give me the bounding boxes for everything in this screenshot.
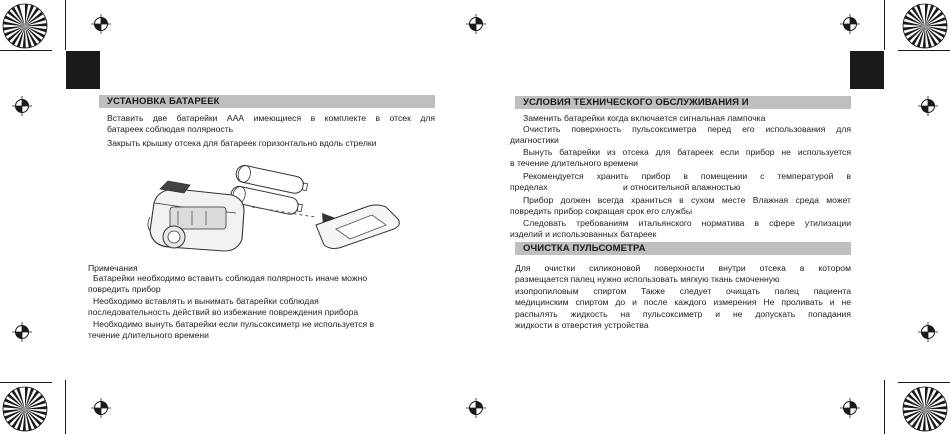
maintenance-item: в течение длительного времени (510, 158, 638, 168)
battery-instruction-line: Вставить две батарейки ААА имеющиеся в комплекте в отсек для (107, 113, 435, 123)
registration-star-icon (2, 3, 48, 49)
crop-line (898, 50, 950, 51)
note-line: Необходимо вынуть батарейки если пульсоксиметр не используется в (93, 319, 375, 329)
battery-section-header: УСТАНОВКА БАТАРЕЕК (99, 95, 435, 108)
note-line: повредить прибор (88, 284, 161, 294)
note-line: Необходимо вставлять и вынимать батарейки соблюдая (93, 296, 319, 306)
cleaning-text-line: изопропиловым спиртом Также следует очищать палец пациента (515, 286, 851, 296)
registration-star-icon (2, 386, 48, 432)
registration-mark-icon (466, 14, 486, 34)
cleaning-text-line: Для очистки силиконовой поверхности внутри отсека в котором (515, 263, 851, 273)
registration-mark-icon (91, 398, 111, 418)
registration-mark-icon (918, 96, 938, 116)
page-tab-marker (66, 51, 100, 89)
registration-star-icon (902, 386, 948, 432)
notes-title: Примечания (88, 263, 138, 273)
maintenance-section-header: УСЛОВИЯ ТЕХНИЧЕСКОГО ОБСЛУЖИВАНИЯ И (515, 96, 851, 109)
battery-cover-icon (316, 205, 399, 249)
battery-installation-illustration (140, 155, 410, 260)
crop-line (65, 0, 66, 50)
maintenance-item: диагностики (510, 135, 559, 145)
registration-mark-icon (91, 14, 111, 34)
maintenance-item: Заменить батарейки когда включается сигнальная лампочка (523, 113, 766, 123)
maintenance-item: пределах (510, 182, 548, 192)
registration-mark-icon (12, 322, 32, 342)
page-tab-marker (850, 51, 884, 89)
cleaning-text-line: распылять жидкость на пульсоксиметр и не допускать попадания (515, 309, 851, 319)
crop-line (0, 50, 52, 51)
cleaning-section-header: ОЧИСТКА ПУЛЬСОМЕТРА (515, 242, 851, 255)
battery-instruction-line: Закрыть крышку отсека для батареек горизонтально вдоль стрелки (107, 138, 377, 148)
maintenance-item: Прибор должен всегда храниться в сухом месте Влажная среда может (523, 195, 851, 205)
crop-line (884, 380, 885, 434)
registration-mark-icon (918, 322, 938, 342)
maintenance-item: и относительной влажностью (623, 182, 741, 192)
crop-line (0, 382, 52, 383)
registration-mark-icon (840, 14, 860, 34)
registration-star-icon (902, 3, 948, 49)
note-line: последовательность действий во избежание повреждения прибора (88, 307, 359, 317)
cleaning-text-line: жидкости в отверстия устройства (515, 320, 649, 330)
note-line: течение длительного времени (88, 330, 209, 340)
pulse-oximeter-device-icon (148, 181, 244, 251)
registration-mark-icon (12, 96, 32, 116)
registration-mark-icon (840, 398, 860, 418)
maintenance-item: Следовать требованиям итальянского норматива в сфере утилизации (523, 218, 851, 228)
cleaning-text-line: размещается палец нужно использовать мягкую ткань смоченную (515, 274, 780, 284)
crop-line (65, 380, 66, 434)
crop-line (898, 382, 950, 383)
maintenance-item: изделий и использованных батареек (510, 229, 657, 239)
maintenance-item: повредить прибор сокращая срок его службы (510, 206, 693, 216)
maintenance-item: Рекомендуется хранить прибор в помещении с температурой в (523, 171, 851, 181)
maintenance-item: Вынуть батарейки из отсека для батареек если прибор не используется (523, 147, 851, 157)
crop-line (884, 0, 885, 50)
registration-mark-icon (466, 398, 486, 418)
maintenance-item: Очистить поверхность пульсоксиметра перед его использования для (523, 124, 851, 134)
note-line: Батарейки необходимо вставить соблюдая полярность иначе можно (93, 273, 368, 283)
battery-instruction-line: батареек соблюдая полярность (107, 124, 234, 134)
cleaning-text-line: медицинским спиртом до и после каждого измерения Не проливать и не (515, 297, 851, 307)
